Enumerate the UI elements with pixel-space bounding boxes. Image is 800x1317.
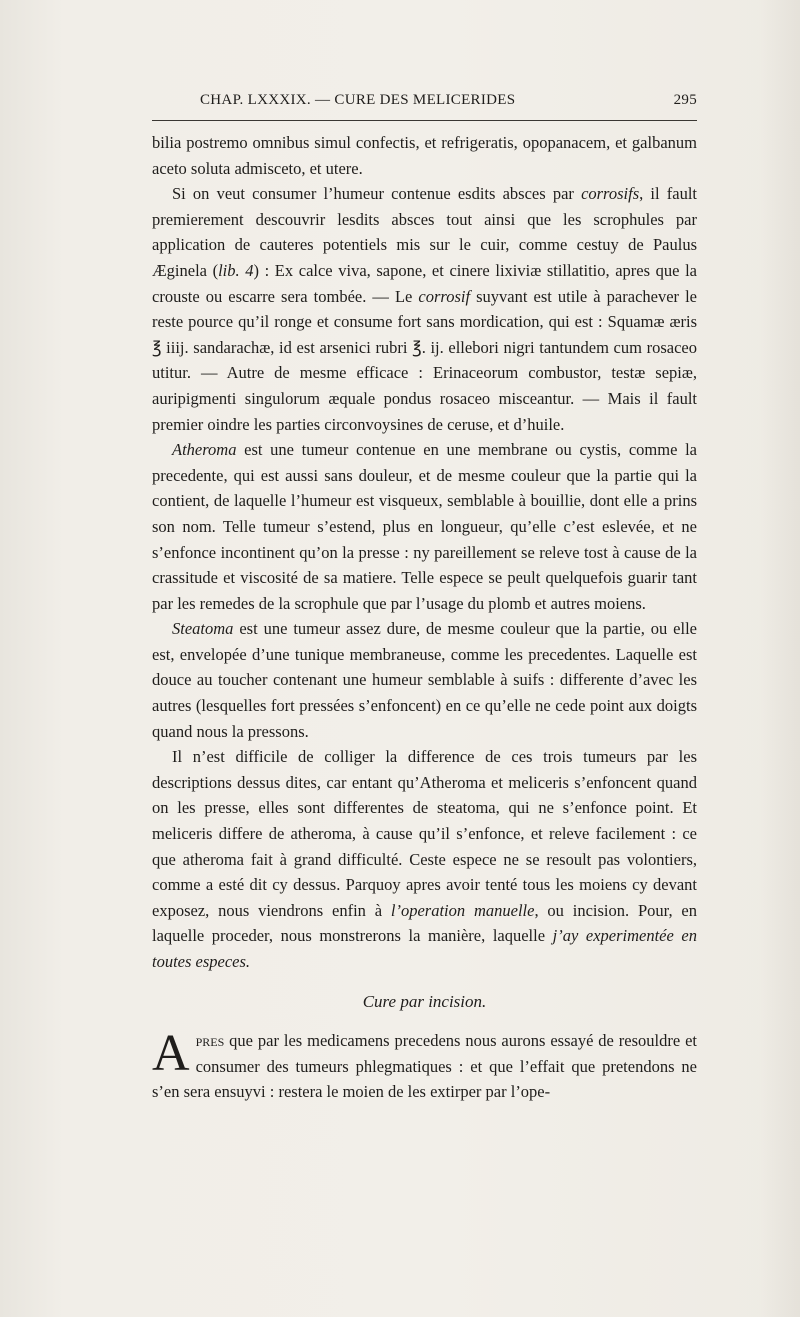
paragraph-2-text-a: Si on veut consumer l’humeur contenue esdits absces par bbox=[172, 184, 582, 204]
paragraph-6 bbox=[152, 1025, 697, 1105]
paragraph-5-text-b: , ou incision. Pour, en laquelle proceder, nous monstrerons la manière, laquelle bbox=[152, 900, 697, 946]
body-text bbox=[152, 130, 697, 1105]
paragraph-2-italic-1: corrosifs bbox=[581, 184, 640, 204]
paragraph-5-text-a: Il n’est difficile de colliger la difference de ces trois tumeurs par les descriptions dessus dites, car entant qu’Atheroma et meliceris s’enfoncent quand on les presse, elles sont differentes de steatoma, qui ne s’enfonce point. Et meliceris differe de atheroma, à cause qu’il s’enfonce, et releve facilement : ce que atheroma fait à grand difficulté. Ceste espece ne se resoult pas volontiers, comme a esté dit cy dessus. Parquoy apres avoir tenté tous les moiens cy devant exposez, nous viendrons enfin à bbox=[152, 747, 697, 920]
steatoma-term: Steatoma bbox=[172, 619, 234, 639]
paragraph-5 bbox=[152, 744, 697, 974]
paragraph-2-italic-2: lib. 4 bbox=[218, 260, 254, 280]
page-edge-shadow bbox=[760, 0, 800, 1317]
paragraph-3 bbox=[152, 437, 697, 616]
paragraph-1 bbox=[152, 130, 697, 181]
running-header bbox=[152, 92, 697, 116]
paragraph-4-text: est une tumeur assez dure, de mesme couleur que la partie, ou elle est, envelopée d’une tunique membraneuse, comme les precedentes. Laquelle est douce au toucher contenant une humeur semblable à suifs : differente d’avec les autres (lesquelles fort pressées s’enfoncent) en ce qu’elle ne cede point aux doigts quand nous la pressons. bbox=[152, 619, 697, 741]
header-rule bbox=[152, 120, 697, 121]
paragraph-1-text: bilia postremo omnibus simul confectis, et refrigeratis, opopanacem, et galbanum aceto soluta admisceto, et utere. bbox=[152, 133, 697, 178]
paragraph-6-smallcaps: pres bbox=[195, 1031, 225, 1051]
paragraph-5-italic-2: j’ay experimentée en toutes especes. bbox=[152, 926, 697, 971]
section-title: Cure par incision. bbox=[362, 991, 487, 1011]
chapter-title: CHAP. LXXXIX. — CURE DES MELICERIDES bbox=[200, 92, 516, 108]
drop-cap: A bbox=[152, 1025, 190, 1083]
paragraph-3-text: est une tumeur contenue en une membrane ou cystis, comme la precedente, qui est aussi sans douleur, et de mesme couleur que la partie qui la contient, de laquelle l’humeur est visqueux, semblable à bouillie, dont elle a prins son nom. Telle tumeur s’estend, plus en longueur, qu’elle c’est eslevée, et ne s’enfonce incontinent qu’on la presse : ny pareillement se releve tost à cause de la crassitude et viscosité de sa matiere. Telle espece se peult quelquefois guarir tant par les remedes de la scrophule que par l’usage du plomb et autres moiens. bbox=[152, 440, 697, 613]
paragraph-5-italic-1: l’operation manuelle bbox=[390, 900, 535, 920]
atheroma-term: Atheroma bbox=[172, 440, 237, 460]
paragraph-2-text-c: ) : Ex calce viva, sapone, et cinere lixiviæ stillatitio, apres que la crouste ou escarre sera tombée. — Le bbox=[152, 260, 697, 306]
paragraph-2-italic-3: corrosif bbox=[418, 286, 471, 306]
paragraph-2-text-b: , il fault premierement descouvrir lesdits absces tout ainsi que les scrophules par application de cauteres potentiels mis sur le cuir, comme cestuy de Paulus Æginela ( bbox=[152, 184, 698, 280]
page-number: 295 bbox=[673, 92, 697, 108]
paragraph-2-text-d: suyvant est utile à parachever le reste pource qu’il ronge et consume fort sans mordication, qui est : Squamæ æris ℥ iiij. sandarachæ, id est arsenici rubri ℥. ij. ellebori nigri tantundem cum rosaceo utitur. — Autre de mesme efficace : Erinaceorum combustor, testæ sepiæ, auripigmenti singulorum æquale pondus rosaceo misceantur. — Mais il fault premier oindre les parties circonvoysines de ceruse, et d’huile. bbox=[152, 286, 697, 434]
paragraph-6-text: que par les medicamens precedens nous aurons essayé de resouldre et consumer des tumeurs phlegmatiques : et que l’effait que pretendons ne s’en sera ensuyvi : restera le moien de les extirper par l’ope- bbox=[152, 1031, 697, 1102]
paragraph-4 bbox=[152, 616, 697, 744]
paragraph-2 bbox=[152, 181, 697, 437]
